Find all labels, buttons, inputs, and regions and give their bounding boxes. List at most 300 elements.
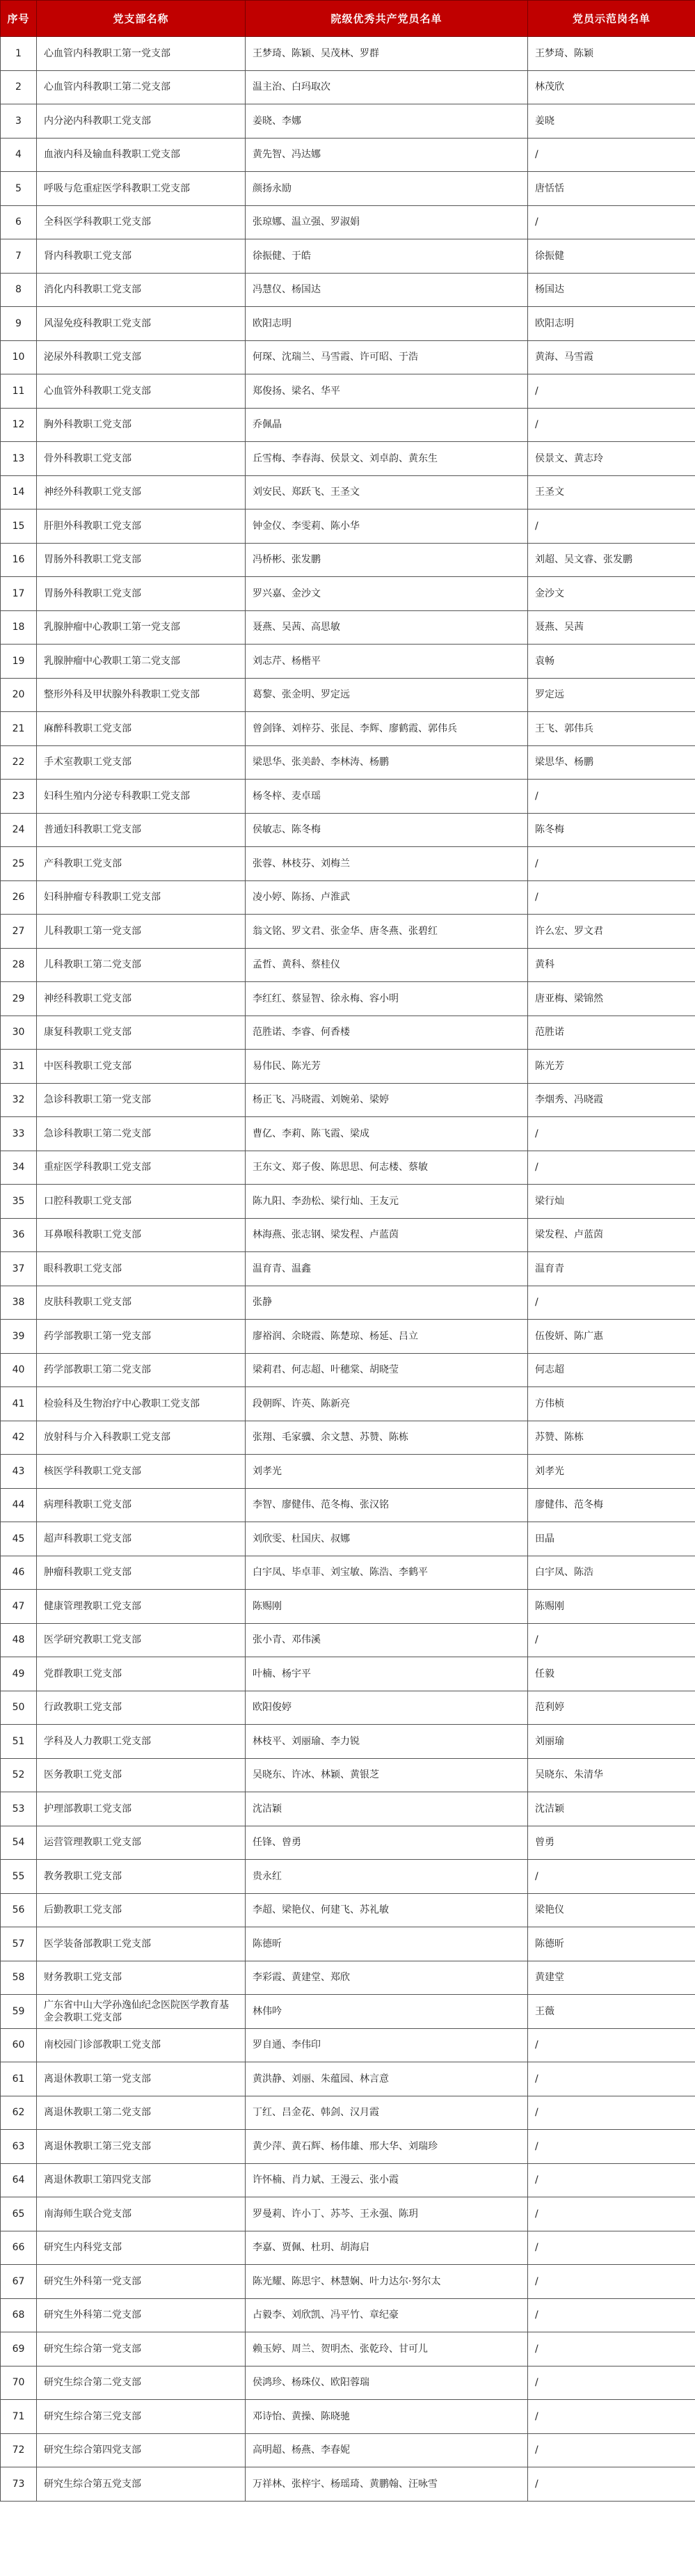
table-row [1,2028,695,2062]
excellent-members: 温育青、温鑫 [246,1252,528,1286]
model-post-members: / [528,138,695,172]
model-post-members: 金沙文 [528,577,695,611]
table-row [1,678,695,712]
row-index: 71 [1,2400,37,2434]
header-branch: 党支部名称 [37,1,246,37]
branch-name: 神经外科教职工党支部 [37,475,246,509]
model-post-members: 梁发程、卢蓝茵 [528,1218,695,1252]
excellent-members: 丁红、吕金花、韩剑、汉月霞 [246,2096,528,2130]
row-index: 19 [1,645,37,679]
branch-name: 口腔科教职工党支部 [37,1185,246,1219]
branch-name: 离退休教职工第一党支部 [37,2062,246,2096]
model-post-members: 徐振健 [528,239,695,274]
model-post-members: 杨国达 [528,273,695,307]
branch-name: 重症医学科教职工党支部 [37,1151,246,1185]
model-post-members: 罗定远 [528,678,695,712]
table-row [1,307,695,341]
table-row [1,509,695,544]
excellent-members: 孟哲、黄科、蔡桂仪 [246,948,528,982]
branch-name: 内分泌内科教职工党支部 [37,104,246,139]
model-post-members: 林茂欣 [528,70,695,104]
excellent-members: 贵永红 [246,1860,528,1894]
table-row [1,745,695,780]
excellent-members: 刘欣雯、杜国庆、叔娜 [246,1522,528,1556]
row-index: 44 [1,1488,37,1522]
row-index: 57 [1,1927,37,1961]
table-row [1,2062,695,2096]
excellent-members: 郑俊扬、梁名、华平 [246,374,528,409]
branch-name: 肾内科教职工党支部 [37,239,246,274]
excellent-members: 梁思华、张美龄、李林涛、杨鹏 [246,745,528,780]
excellent-members: 易伟民、陈光芳 [246,1050,528,1084]
row-index: 7 [1,239,37,274]
excellent-members: 张蓉、林枝芬、刘梅兰 [246,847,528,881]
model-post-members: 梁思华、杨鹏 [528,745,695,780]
excellent-members: 侯敏志、陈冬梅 [246,813,528,847]
excellent-members: 段朝晖、许英、陈新亮 [246,1387,528,1421]
model-post-members: 黄建堂 [528,1961,695,1995]
excellent-members: 丘雪梅、李春海、侯景文、刘卓韵、黄东生 [246,442,528,476]
branch-name: 儿科教职工第一党支部 [37,915,246,949]
branch-name: 胃肠外科教职工党支部 [37,577,246,611]
model-post-members: / [528,880,695,915]
branch-name: 胃肠外科教职工党支部 [37,543,246,577]
table-row [1,138,695,172]
row-index: 6 [1,205,37,239]
row-index: 54 [1,1826,37,1860]
table-row [1,1151,695,1185]
row-index: 17 [1,577,37,611]
excellent-members: 白宇凤、毕卓菲、刘宝敏、陈浩、李鹤平 [246,1556,528,1590]
excellent-members: 邓诗怡、黄操、陈晓驰 [246,2400,528,2434]
model-post-members: 温育青 [528,1252,695,1286]
row-index: 23 [1,780,37,814]
excellent-members: 林枝平、刘丽瑜、李力锐 [246,1725,528,1759]
table-row [1,70,695,104]
table-row [1,610,695,645]
row-index: 37 [1,1252,37,1286]
table-row [1,408,695,442]
branch-name: 检验科及生物治疗中心教职工党支部 [37,1387,246,1421]
table-row [1,205,695,239]
branch-name: 眼科教职工党支部 [37,1252,246,1286]
branch-name: 学科及人力教职工党支部 [37,1725,246,1759]
branch-name: 研究生综合第一党支部 [37,2332,246,2366]
table-row [1,1387,695,1421]
excellent-members: 梁莉君、何志超、叶穗棠、胡晓莹 [246,1353,528,1387]
table-row [1,1691,695,1725]
table-row [1,1995,695,2029]
table-row [1,1050,695,1084]
excellent-members: 赖玉婷、周兰、贺明杰、张乾玲、甘可儿 [246,2332,528,2366]
excellent-members: 高明超、杨燕、李春妮 [246,2433,528,2467]
excellent-members: 冯慧仪、杨国达 [246,273,528,307]
row-index: 50 [1,1691,37,1725]
model-post-members: 王薇 [528,1995,695,2029]
row-index: 16 [1,543,37,577]
excellent-members: 刘孝光 [246,1455,528,1489]
table-row [1,1488,695,1522]
model-post-members: 唐亚梅、梁锦然 [528,982,695,1016]
model-post-members: 刘孝光 [528,1455,695,1489]
table-row [1,1826,695,1860]
model-post-members: 范胜诺 [528,1016,695,1050]
table-row [1,104,695,139]
branch-name: 医学研究教职工党支部 [37,1623,246,1657]
model-post-members: 沈洁颖 [528,1792,695,1826]
excellent-members: 廖裕润、余晓霞、陈楚琼、杨延、吕立 [246,1320,528,1354]
row-index: 11 [1,374,37,409]
header-index: 序号 [1,1,37,37]
excellent-members: 陈九阳、李劲松、梁行灿、王友元 [246,1185,528,1219]
branch-name: 耳鼻喉科教职工党支部 [37,1218,246,1252]
branch-name: 泌尿外科教职工党支部 [37,340,246,374]
table-row [1,1758,695,1792]
row-index: 67 [1,2265,37,2299]
excellent-members: 刘志芹、杨楷平 [246,645,528,679]
excellent-members: 张琼娜、温立强、罗淑娟 [246,205,528,239]
model-post-members: 白宇凤、陈浩 [528,1556,695,1590]
row-index: 63 [1,2130,37,2164]
branch-name: 产科教职工党支部 [37,847,246,881]
excellent-members: 乔佩晶 [246,408,528,442]
model-post-members: / [528,509,695,544]
excellent-members: 沈洁颖 [246,1792,528,1826]
table-row [1,37,695,71]
model-post-members: / [528,2400,695,2434]
branch-name: 手术室教职工党支部 [37,745,246,780]
branch-name: 离退休教职工第四党支部 [37,2163,246,2197]
branch-name: 心血管内科教职工第一党支部 [37,37,246,71]
table-body [1,37,695,2502]
header-excellent-members: 院级优秀共产党员名单 [246,1,528,37]
branch-name: 财务教职工党支部 [37,1961,246,1995]
branch-name: 药学部教职工第一党支部 [37,1320,246,1354]
branch-name: 全科医学科教职工党支部 [37,205,246,239]
model-post-members: 方伟桢 [528,1387,695,1421]
table-row [1,915,695,949]
model-post-members: 陈光芳 [528,1050,695,1084]
model-post-members: / [528,408,695,442]
excellent-members: 黄洪静、刘丽、朱蕴园、林言意 [246,2062,528,2096]
branch-name: 乳腺肿瘤中心教职工第二党支部 [37,645,246,679]
row-index: 46 [1,1556,37,1590]
row-index: 22 [1,745,37,780]
model-post-members: / [528,2163,695,2197]
table-row [1,645,695,679]
model-post-members: 王梦琦、陈颖 [528,37,695,71]
row-index: 55 [1,1860,37,1894]
excellent-members: 叶楠、杨宇平 [246,1657,528,1691]
model-post-members: 唐恬恬 [528,172,695,206]
row-index: 30 [1,1016,37,1050]
table-row [1,1725,695,1759]
excellent-members: 曾剑锋、刘梓芬、张昆、李辉、廖鹤霞、郭伟兵 [246,712,528,746]
excellent-members: 陈光耀、陈思宇、林慧娴、叶力达尔·努尔太 [246,2265,528,2299]
excellent-members: 黄少萍、黄石辉、杨伟雄、邢大华、刘瑞珍 [246,2130,528,2164]
row-index: 49 [1,1657,37,1691]
model-post-members: / [528,2062,695,2096]
table-row [1,374,695,409]
row-index: 39 [1,1320,37,1354]
branch-name: 研究生外科第二党支部 [37,2298,246,2332]
model-post-members: 王圣文 [528,475,695,509]
table-row [1,1252,695,1286]
table-row [1,1286,695,1320]
model-post-members: / [528,2332,695,2366]
branch-name: 研究生外科第一党支部 [37,2265,246,2299]
row-index: 41 [1,1387,37,1421]
table-row [1,172,695,206]
row-index: 38 [1,1286,37,1320]
table-row [1,340,695,374]
row-index: 64 [1,2163,37,2197]
branch-name: 南海师生联合党支部 [37,2197,246,2231]
row-index: 66 [1,2231,37,2265]
header-model-post: 党员示范岗名单 [528,1,695,37]
branch-name: 呼吸与危重症医学科教职工党支部 [37,172,246,206]
table-row [1,780,695,814]
excellent-members: 杨冬梓、麦卓瑶 [246,780,528,814]
row-index: 28 [1,948,37,982]
model-post-members: 梁行灿 [528,1185,695,1219]
branch-name: 血液内科及输血科教职工党支部 [37,138,246,172]
branch-name: 后勤教职工党支部 [37,1893,246,1927]
table-row [1,442,695,476]
model-post-members: / [528,1623,695,1657]
excellent-members: 葛黎、张金明、罗定远 [246,678,528,712]
row-index: 33 [1,1117,37,1151]
table-row [1,1218,695,1252]
model-post-members: 刘超、吴文睿、张发鹏 [528,543,695,577]
branch-name: 研究生内科党支部 [37,2231,246,2265]
model-post-members: / [528,847,695,881]
excellent-members: 王梦琦、陈颖、吴茂林、罗群 [246,37,528,71]
excellent-members: 李彩霞、黄建堂、郑欣 [246,1961,528,1995]
row-index: 60 [1,2028,37,2062]
excellent-members: 曹亿、李莉、陈飞霞、梁成 [246,1117,528,1151]
table-row [1,1016,695,1050]
branch-name: 护理部教职工党支部 [37,1792,246,1826]
branch-name: 肝胆外科教职工党支部 [37,509,246,544]
table-row [1,2366,695,2400]
row-index: 13 [1,442,37,476]
row-index: 14 [1,475,37,509]
table-row [1,2231,695,2265]
table-row [1,239,695,274]
table-row [1,2096,695,2130]
branch-name: 医务教职工党支部 [37,1758,246,1792]
row-index: 20 [1,678,37,712]
row-index: 72 [1,2433,37,2467]
table-row [1,1893,695,1927]
branch-name: 医学装备部教职工党支部 [37,1927,246,1961]
table-row [1,982,695,1016]
model-post-members: / [528,2265,695,2299]
branch-name: 行政教职工党支部 [37,1691,246,1725]
excellent-members: 李智、廖健伟、范冬梅、张汉铭 [246,1488,528,1522]
table-row [1,1083,695,1117]
model-post-members: 袁畅 [528,645,695,679]
model-post-members: / [528,1117,695,1151]
table-row [1,712,695,746]
excellent-members: 侯鸿珍、杨珠仪、欧阳蓉瑞 [246,2366,528,2400]
branch-name: 康复科教职工党支部 [37,1016,246,1050]
row-index: 26 [1,880,37,915]
model-post-members: / [528,374,695,409]
model-post-members: / [528,2096,695,2130]
branch-name: 研究生综合第五党支部 [37,2467,246,2502]
table-row [1,1556,695,1590]
branch-name: 核医学科教职工党支部 [37,1455,246,1489]
table-row [1,948,695,982]
row-index: 5 [1,172,37,206]
excellent-members: 欧阳志明 [246,307,528,341]
row-index: 62 [1,2096,37,2130]
excellent-members: 陈德昕 [246,1927,528,1961]
excellent-members: 林海燕、张志钢、梁发程、卢蓝茵 [246,1218,528,1252]
table-row [1,1353,695,1387]
excellent-members: 刘安民、郑跃飞、王圣文 [246,475,528,509]
excellent-members: 张静 [246,1286,528,1320]
row-index: 15 [1,509,37,544]
branch-name: 超声科教职工党支部 [37,1522,246,1556]
excellent-members: 李超、梁艳仪、何建飞、苏礼敏 [246,1893,528,1927]
table-row [1,1860,695,1894]
model-post-members: 伍俊妍、陈广惠 [528,1320,695,1354]
excellent-members: 陈赐刚 [246,1590,528,1624]
model-post-members: / [528,2197,695,2231]
row-index: 69 [1,2332,37,2366]
excellent-members: 冯桥彬、张发鹏 [246,543,528,577]
header-row [1,1,695,37]
model-post-members: / [528,205,695,239]
table-row [1,273,695,307]
table-row [1,813,695,847]
model-post-members: 黄海、马雪霞 [528,340,695,374]
row-index: 59 [1,1995,37,2029]
row-index: 2 [1,70,37,104]
table-row [1,1522,695,1556]
excellent-members: 颜扬永励 [246,172,528,206]
row-index: 73 [1,2467,37,2502]
model-post-members: 何志超 [528,1353,695,1387]
table-row [1,2130,695,2164]
excellent-members: 翁文铭、罗文君、张金华、唐冬燕、张碧红 [246,915,528,949]
model-post-members: 范利婷 [528,1691,695,1725]
model-post-members: / [528,2298,695,2332]
row-index: 21 [1,712,37,746]
branch-name: 药学部教职工第二党支部 [37,1353,246,1387]
table-row [1,1421,695,1455]
branch-name: 离退休教职工第二党支部 [37,2096,246,2130]
table-row [1,1455,695,1489]
model-post-members: 许么宏、罗文君 [528,915,695,949]
excellent-members: 何琛、沈瑞兰、马雪霞、许可昭、于浩 [246,340,528,374]
table-row [1,1117,695,1151]
model-post-members: 任毅 [528,1657,695,1691]
model-post-members: 苏赞、陈栋 [528,1421,695,1455]
row-index: 8 [1,273,37,307]
model-post-members: 陈德昕 [528,1927,695,1961]
branch-name: 风湿免疫科教职工党支部 [37,307,246,341]
branch-name: 骨外科教职工党支部 [37,442,246,476]
model-post-members: 吴晓东、朱清华 [528,1758,695,1792]
table-row [1,2163,695,2197]
model-post-members: / [528,2231,695,2265]
table-row [1,2467,695,2502]
branch-name: 离退休教职工第三党支部 [37,2130,246,2164]
excellent-members: 任锋、曾勇 [246,1826,528,1860]
row-index: 45 [1,1522,37,1556]
row-index: 1 [1,37,37,71]
table-row [1,1185,695,1219]
model-post-members: 李烟秀、冯晓霞 [528,1083,695,1117]
table-row [1,2332,695,2366]
row-index: 9 [1,307,37,341]
excellent-members: 黄先智、冯达娜 [246,138,528,172]
branch-name: 广东省中山大学孙逸仙纪念医院医学教育基金会教职工党支部 [37,1995,246,2029]
branch-name: 病理科教职工党支部 [37,1488,246,1522]
row-index: 43 [1,1455,37,1489]
excellent-members: 钟金仪、李雯莉、陈小华 [246,509,528,544]
branch-name: 普通妇科教职工党支部 [37,813,246,847]
branch-name: 心血管内科教职工第二党支部 [37,70,246,104]
branch-name: 研究生综合第三党支部 [37,2400,246,2434]
row-index: 12 [1,408,37,442]
row-index: 36 [1,1218,37,1252]
row-index: 34 [1,1151,37,1185]
model-post-members: / [528,1151,695,1185]
model-post-members: 刘丽瑜 [528,1725,695,1759]
row-index: 51 [1,1725,37,1759]
table-row [1,1320,695,1354]
excellent-members: 温主治、白玛取次 [246,70,528,104]
model-post-members: 陈冬梅 [528,813,695,847]
excellent-members: 许怀楠、肖力斌、王漫云、张小霞 [246,2163,528,2197]
branch-name: 麻醉科教职工党支部 [37,712,246,746]
row-index: 68 [1,2298,37,2332]
row-index: 31 [1,1050,37,1084]
model-post-members: 梁艳仪 [528,1893,695,1927]
branch-name: 儿科教职工第二党支部 [37,948,246,982]
model-post-members: 陈赐刚 [528,1590,695,1624]
excellent-members: 罗自通、李伟印 [246,2028,528,2062]
table-header [1,1,695,37]
branch-name: 妇科生殖内分泌专科教职工党支部 [37,780,246,814]
row-index: 47 [1,1590,37,1624]
branch-name: 教务教职工党支部 [37,1860,246,1894]
row-index: 3 [1,104,37,139]
row-index: 52 [1,1758,37,1792]
model-post-members: / [528,2130,695,2164]
branch-name: 心血管外科教职工党支部 [37,374,246,409]
branch-name: 中医科教职工党支部 [37,1050,246,1084]
excellent-members: 范胜诺、李睿、何香楼 [246,1016,528,1050]
row-index: 53 [1,1792,37,1826]
excellent-members: 王东文、郑子俊、陈思思、何志楼、蔡敏 [246,1151,528,1185]
branch-name: 放射科与介入科教职工党支部 [37,1421,246,1455]
model-post-members: 欧阳志明 [528,307,695,341]
row-index: 4 [1,138,37,172]
branch-name: 肿瘤科教职工党支部 [37,1556,246,1590]
excellent-members: 凌小婷、陈扬、卢淮武 [246,880,528,915]
branch-name: 研究生综合第二党支部 [37,2366,246,2400]
excellent-members: 罗曼莉、许小丁、苏芩、王永强、陈玥 [246,2197,528,2231]
table-row [1,1623,695,1657]
excellent-members: 张翔、毛家骥、余文慧、苏赞、陈栋 [246,1421,528,1455]
row-index: 56 [1,1893,37,1927]
